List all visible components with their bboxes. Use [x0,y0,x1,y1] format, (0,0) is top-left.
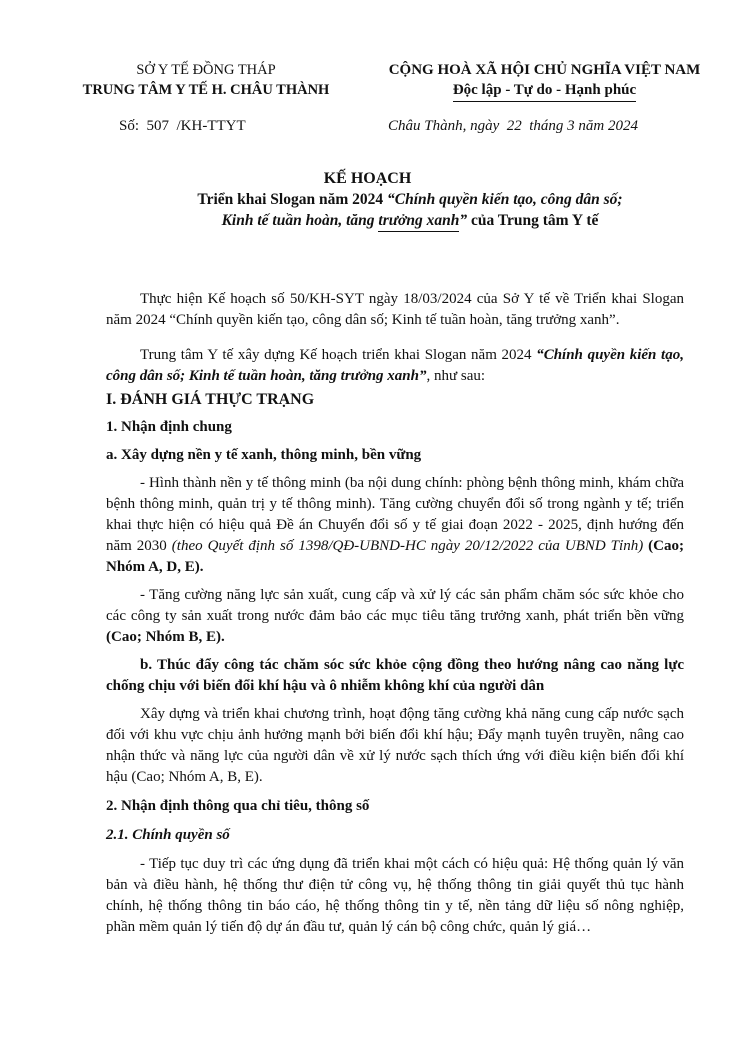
paragraph-plan-statement [106,345,684,387]
document-date: Châu Thành, ngày 22 tháng 3 năm 2024 [388,118,639,134]
section-heading-1: I. ĐÁNH GIÁ THỰC TRẠNG [106,391,315,408]
smart-health-priority: (Cao; Nhóm A, D, E). [106,538,685,575]
plan-statement-prefix: Trung tâm Y tế xây dựng Kế hoạch triển khai Slogan năm 2024 [140,347,537,363]
item-heading-b: b. Thúc đẩy công tác chăm sóc sức khỏe cộng đồng theo hướng nâng cao năng lực chống chịu với biến đổi khí hậu và ô nhiễm không khí của người dân [106,657,684,694]
subtitle-slogan-part1: “Chính quyền kiến tạo, công dân số; [387,191,623,208]
document-number: Số: 507 /KH-TTYT [119,118,246,134]
paragraph-digital-government: - Tiếp tục duy trì các ứng dụng đã triển khai một cách có hiệu quả: Hệ thống quản lý văn bản và điều hành, hệ thống thư điện tử công vụ, hệ thống thông tin giải quyết thủ tục hành chính, hệ thống thông tin báo cáo, hệ thống thông tin y tế, nền tảng dữ liệu số nông nghiệp, phần mềm quản lý tiến độ dự án đầu tư, quản lý cán bộ công chức, quản lý giá… [106,856,684,935]
paragraph-clean-water: Xây dựng và triển khai chương trình, hoạt động tăng cường khả năng cung cấp nước sạch đối với khu vực chịu ảnh hưởng mạnh bởi biến đổi khí hậu; Đẩy mạnh tuyên truyền, nâng cao nhận thức và năng lực của người dân về xử lý nước sạch thích ứng với điều kiện biến đổi khí hậu (Cao; Nhóm A, B, E). [106,706,684,785]
national-title-block [362,60,727,102]
smart-health-reference: (theo Quyết định số 1398/QĐ-UBND-HC ngày 20/12/2022 của UBND Tỉnh) [171,538,644,554]
issuing-unit: TRUNG TÂM Y TẾ H. CHÂU THÀNH [82,82,330,98]
subtitle-suffix: của Trung tâm Y tế [467,212,599,229]
paragraph-smart-health [106,473,684,578]
subsection-heading-1: 1. Nhận định chung [106,419,232,435]
issuing-agency-block [50,60,362,100]
paragraph-intro: Thực hiện Kế hoạch số 50/KH-SYT ngày 18/03/2024 của Sở Y tế về Triển khai Slogan năm 2024 “Chính quyền kiến tạo, công dân số; Kinh tế tuần hoàn, tăng trưởng xanh”. [106,291,684,328]
subtitle-prefix: Triển khai Slogan năm 2024 [197,191,388,208]
plan-statement-suffix: , như sau: [426,368,486,384]
smart-health-text: - Hình thành nền y tế thông minh (ba nội dung chính: phòng bệnh thông minh, khám chữa bệnh thông minh, quản trị y tế thông minh). Tăng cường chuyển đổi số trong ngành y tế; triển khai thực hiện có hiệu quả Đề án Chuyển đổi số y tế giai đoạn 2022 - 2025, định hướng đến năm 2030 [106,475,684,554]
subsection-heading-2-1: 2.1. Chính quyền số [106,827,230,843]
production-capacity-priority: (Cao; Nhóm B, E). [106,629,225,645]
national-motto: Độc lập - Tự do - Hạnh phúc [453,80,636,102]
subtitle-closing-quote: ” [459,212,468,229]
subtitle-slogan-part2: Kinh tế tuần hoàn, tăng [221,212,379,229]
document-subtitle [150,189,670,232]
document-title: KẾ HOẠCH [323,170,412,187]
parent-organization: SỞ Y TẾ ĐỒNG THÁP [136,62,276,78]
subsection-heading-2: 2. Nhận định thông qua chỉ tiêu, thông số [106,798,370,814]
subtitle-slogan-underlined: trưởng xanh [378,210,459,232]
nation-name: CỘNG HOÀ XÃ HỘI CHỦ NGHĨA VIỆT NAM [388,62,701,78]
production-capacity-text: - Tăng cường năng lực sản xuất, cung cấp và xử lý các sản phẩm chăm sóc sức khỏe cho các công ty sản xuất trong nước đảm bảo các mục tiêu tăng trưởng xanh, phát triển bền vững [106,587,684,624]
plan-statement-slogan: “Chính quyền kiến tạo, công dân số; Kinh tế tuần hoàn, tăng trưởng xanh” [106,347,684,384]
paragraph-production-capacity [106,585,684,648]
item-heading-a: a. Xây dựng nền y tế xanh, thông minh, bền vững [106,447,422,463]
document-body [106,289,684,938]
